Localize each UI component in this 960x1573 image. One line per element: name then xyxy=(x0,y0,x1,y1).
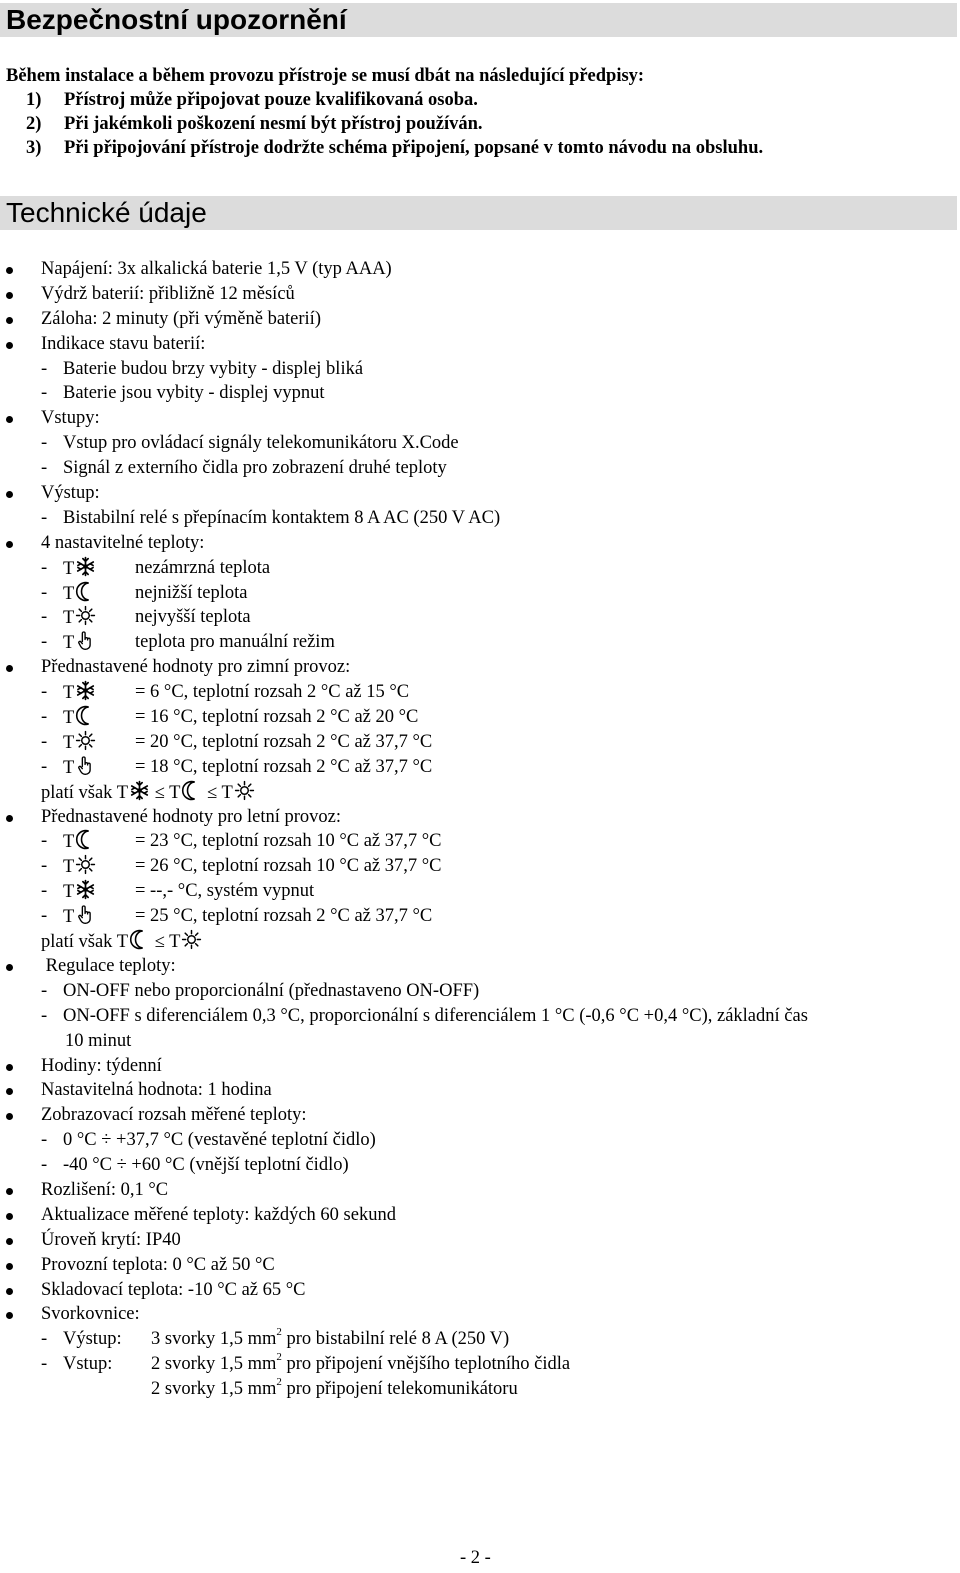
spec-item: Hodiny: týdenní xyxy=(0,1054,960,1079)
spec-item: Výstup: xyxy=(0,481,960,506)
temp-row: - T = 16 °C, teplotní rozsah 2 °C až 20 °C xyxy=(41,707,419,729)
snowflake-icon xyxy=(75,680,96,701)
hand-icon xyxy=(75,755,96,776)
spec-item: Nastavitelná hodnota: 1 hodina xyxy=(0,1078,960,1103)
temp-row: - T = 20 °C, teplotní rozsah 2 °C až 37,7 °C xyxy=(41,731,433,753)
terminal-row: 2 svorky 1,5 $mm^2$ pro připojení telekomunikátoru xyxy=(151,1375,518,1400)
spec-item: Napájení: 3x alkalická baterie 1,5 V (typ AAA) xyxy=(0,257,960,282)
temp-row: - T nejnižší teplota xyxy=(41,582,248,604)
safety-section xyxy=(6,64,763,160)
temp-row: - T = 6 °C, teplotní rozsah 2 °C až 15 °C xyxy=(41,682,410,704)
tech-specs-list xyxy=(0,257,960,1402)
spec-subitem: - 0 °C ÷ +37,7 °C (vestavěné teplotní čidlo) xyxy=(41,1130,376,1151)
sun-icon xyxy=(181,929,202,950)
temp-row: - T = --,- °C, systém vypnut xyxy=(41,881,315,903)
hand-icon xyxy=(75,904,96,925)
moon-icon xyxy=(75,581,96,602)
sun-icon xyxy=(234,780,255,801)
moon-icon xyxy=(75,829,96,850)
safety-heading: Bezpečnostní upozornění xyxy=(6,4,347,35)
spec-subitem: - ON-OFF nebo proporcionální (přednastaveno ON-OFF) xyxy=(41,980,480,1001)
spec-item: Rozlišení: 0,1 °C xyxy=(0,1178,960,1203)
spec-item: Úroveň krytí: IP40 xyxy=(0,1228,960,1253)
snowflake-icon xyxy=(129,780,150,801)
terminal-row: - Vstup: 2 svorky 1,5 $mm^2$ pro připojení vnějšího teplotního čidla xyxy=(41,1351,571,1375)
temp-row: - T = 25 °C, teplotní rozsah 2 °C až 37,7 °C xyxy=(41,906,433,928)
spec-subitem: - ON-OFF s diferenciálem 0,3 °C, proporcionální s diferenciálem 1 °C (-0,6 °C +0,4 °C), základní čas xyxy=(41,1005,808,1026)
spec-subitem: - Baterie jsou vybity - displej vypnut xyxy=(41,383,325,404)
moon-icon xyxy=(129,929,150,950)
spec-item: Záloha: 2 minuty (při výměně baterií) xyxy=(0,307,960,332)
sun-icon xyxy=(75,605,96,626)
safety-intro: Během instalace a během provozu přístroje se musí dbát na následující předpisy: xyxy=(6,66,645,86)
safety-item: 2) Při jakémkoli poškození nesmí být přístroj používán. xyxy=(26,114,483,134)
page-number: - 2 - xyxy=(460,1548,491,1568)
temp-row: - T nejvyšší teplota xyxy=(41,607,251,629)
safety-item: 3) Při připojování přístroje dodržte schéma připojení, popsané v tomto návodu na obsluhu. xyxy=(26,138,764,158)
spec-subitem: - Baterie budou brzy vybity - displej bliká xyxy=(41,358,364,379)
moon-icon xyxy=(181,780,202,801)
spec-item: Provozní teplota: 0 °C až 50 °C xyxy=(0,1253,960,1278)
temp-row: - T teplota pro manuální režim xyxy=(41,632,335,654)
temp-row: - T = 26 °C, teplotní rozsah 10 °C až 37,7 °C xyxy=(41,856,442,878)
spec-item: Indikace stavu baterií: xyxy=(0,332,960,357)
temp-rule: platí však T ≤ T xyxy=(0,929,960,954)
spec-item: Skladovací teplota: -10 °C až 65 °C xyxy=(0,1278,960,1303)
snowflake-icon xyxy=(75,556,96,577)
safety-item: 1) Přístroj může připojovat pouze kvalifikovaná osoba. xyxy=(26,90,478,110)
temp-row: - T = 23 °C, teplotní rozsah 10 °C až 37,7 °C xyxy=(41,831,442,853)
spec-item: Vstupy: xyxy=(0,406,960,431)
spec-item: Přednastavené hodnoty pro letní provoz: xyxy=(0,805,960,830)
spec-item: Aktualizace měřené teploty: každých 60 sekund xyxy=(0,1203,960,1228)
temp-rule: platí však T ≤ T ≤ T xyxy=(0,780,960,805)
tech-heading: Technické údaje xyxy=(6,197,207,228)
spec-item: Zobrazovací rozsah měřené teploty: xyxy=(0,1103,960,1128)
spec-item: Regulace teploty: xyxy=(0,954,960,979)
spec-item: 4 nastavitelné teploty: xyxy=(0,531,960,556)
moon-icon xyxy=(75,705,96,726)
spec-item: Přednastavené hodnoty pro zimní provoz: xyxy=(0,655,960,680)
temp-row: - T nezámrzná teplota xyxy=(41,557,271,579)
snowflake-icon xyxy=(75,879,96,900)
spec-subitem: - Vstup pro ovládací signály telekomunikátoru X.Code xyxy=(41,433,459,454)
spec-item: Výdrž baterií: přibližně 12 měsíců xyxy=(0,282,960,307)
spec-item: Svorkovnice: xyxy=(0,1302,960,1327)
temp-row: - T = 18 °C, teplotní rozsah 2 °C až 37,7 °C xyxy=(41,756,433,778)
spec-subitem: - Signál z externího čidla pro zobrazení druhé teploty xyxy=(41,458,447,479)
terminal-row: - Výstup: 3 svorky 1,5 $mm^2$ pro bistabilní relé 8 A (250 V) xyxy=(41,1326,510,1350)
sun-icon xyxy=(75,730,96,751)
spec-subitem: - Bistabilní relé s přepínacím kontaktem 8 A AC (250 V AC) xyxy=(41,507,501,528)
sun-icon xyxy=(75,854,96,875)
spec-subitem: - -40 °C ÷ +60 °C (vnější teplotní čidlo) xyxy=(41,1155,349,1176)
hand-icon xyxy=(75,630,96,651)
spec-subitem-continuation: 10 minut xyxy=(65,1030,132,1051)
